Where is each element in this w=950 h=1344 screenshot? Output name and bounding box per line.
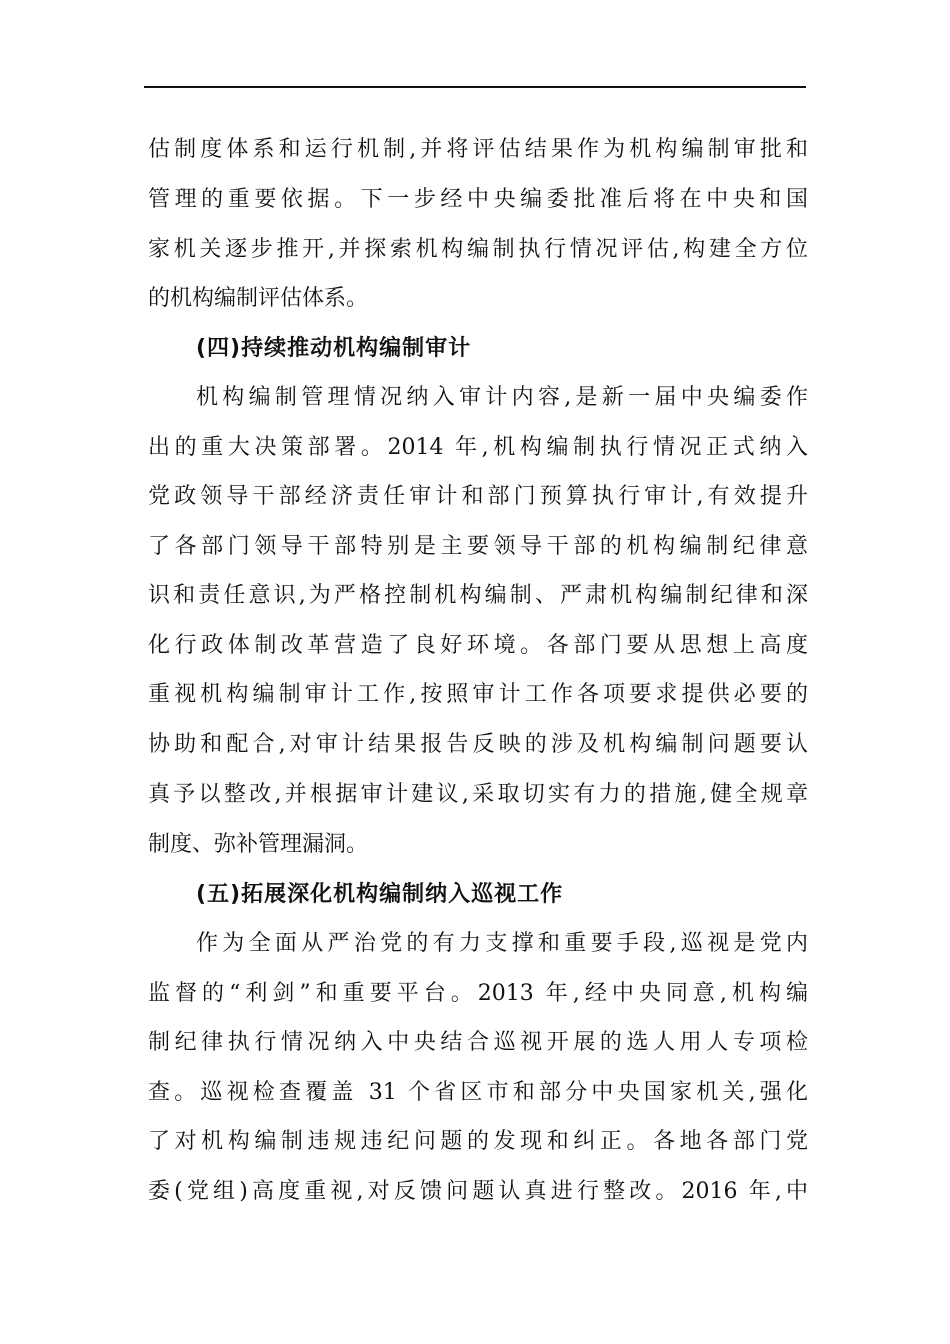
paragraph-line: 监督的“利剑”和重要平台。2013 年,经中央同意,机构编: [148, 981, 808, 1006]
paragraph-line: 委(党组)高度重视,对反馈问题认真进行整改。2016 年,中: [148, 1179, 808, 1204]
paragraph-line: 党政领导干部经济责任审计和部门预算执行审计,有效提升: [148, 484, 808, 509]
paragraph-line: 家机关逐步推开,并探索机构编制执行情况评估,构建全方位: [148, 237, 808, 262]
paragraph-line: 了对机构编制违规违纪问题的发现和纠正。各地各部门党: [148, 1129, 808, 1154]
paragraph-line: 管理的重要依据。下一步经中央编委批准后将在中央和国: [148, 187, 808, 212]
paragraph-line: 查。巡视检查覆盖 31 个省区市和部分中央国家机关,强化: [148, 1080, 808, 1105]
paragraph-line: 估制度体系和运行机制,并将评估结果作为机构编制审批和: [148, 137, 808, 162]
paragraph-line: 制纪律执行情况纳入中央结合巡视开展的选人用人专项检: [148, 1030, 808, 1055]
section-heading: (五)拓展深化机构编制纳入巡视工作: [196, 882, 564, 907]
section-heading: (四)持续推动机构编制审计: [196, 336, 472, 361]
paragraph-line: 出的重大决策部署。2014 年,机构编制执行情况正式纳入: [148, 435, 808, 460]
paragraph-line: 识和责任意识,为严格控制机构编制、严肃机构编制纪律和深: [148, 583, 808, 608]
paragraph-line: 制度、弥补管理漏洞。: [148, 832, 369, 857]
paragraph-line: 真予以整改,并根据审计建议,采取切实有力的措施,健全规章: [148, 782, 808, 807]
header-rule: [144, 86, 806, 88]
paragraph-line: 了各部门领导干部特别是主要领导干部的机构编制纪律意: [148, 534, 808, 559]
paragraph-line: 协助和配合,对审计结果报告反映的涉及机构编制问题要认: [148, 732, 808, 757]
paragraph-line: 化行政体制改革营造了良好环境。各部门要从思想上高度: [148, 633, 808, 658]
paragraph-line: 重视机构编制审计工作,按照审计工作各项要求提供必要的: [148, 682, 808, 707]
paragraph-line: 作为全面从严治党的有力支撑和重要手段,巡视是党内: [196, 931, 808, 956]
paragraph-line: 机构编制管理情况纳入审计内容,是新一届中央编委作: [196, 385, 808, 410]
paragraph-line: 的机构编制评估体系。: [148, 286, 369, 311]
